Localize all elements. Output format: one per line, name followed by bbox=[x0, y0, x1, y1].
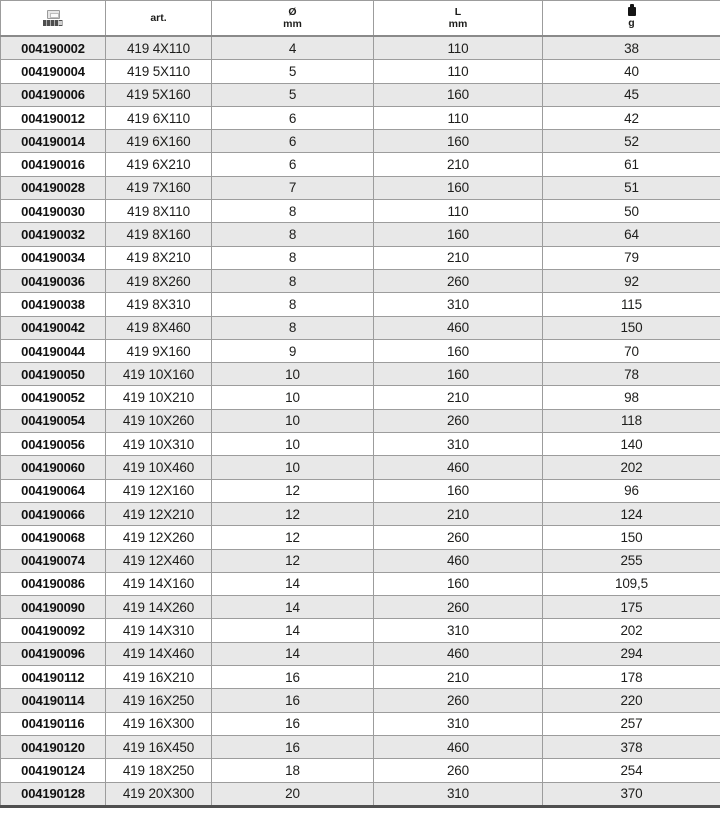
cell-art: 419 20X300 bbox=[106, 782, 212, 806]
cell-length: 160 bbox=[374, 572, 543, 595]
cell-art: 419 16X300 bbox=[106, 712, 212, 735]
cell-length: 260 bbox=[374, 596, 543, 619]
cell-art: 419 6X160 bbox=[106, 130, 212, 153]
cell-diameter: 20 bbox=[212, 782, 374, 806]
header-weight bbox=[543, 1, 720, 37]
cell-art: 419 5X160 bbox=[106, 83, 212, 106]
cell-code: 004190030 bbox=[1, 200, 106, 223]
cell-weight: 115 bbox=[543, 293, 720, 316]
cell-length: 260 bbox=[374, 526, 543, 549]
cell-code: 004190038 bbox=[1, 293, 106, 316]
diameter-symbol: Ø bbox=[288, 6, 297, 18]
cell-art: 419 8X460 bbox=[106, 316, 212, 339]
barcode-icon bbox=[42, 10, 64, 26]
cell-diameter: 12 bbox=[212, 502, 374, 525]
cell-diameter: 14 bbox=[212, 642, 374, 665]
cell-art: 419 12X460 bbox=[106, 549, 212, 572]
cell-code: 004190050 bbox=[1, 363, 106, 386]
cell-diameter: 5 bbox=[212, 60, 374, 83]
cell-length: 110 bbox=[374, 36, 543, 60]
table-body bbox=[1, 36, 720, 806]
cell-diameter: 8 bbox=[212, 269, 374, 292]
cell-code: 004190090 bbox=[1, 596, 106, 619]
cell-weight: 61 bbox=[543, 153, 720, 176]
cell-weight: 118 bbox=[543, 409, 720, 432]
cell-diameter: 14 bbox=[212, 596, 374, 619]
table-row bbox=[1, 409, 720, 432]
cell-length: 310 bbox=[374, 782, 543, 806]
cell-length: 160 bbox=[374, 83, 543, 106]
cell-diameter: 14 bbox=[212, 572, 374, 595]
cell-weight: 98 bbox=[543, 386, 720, 409]
table-row bbox=[1, 433, 720, 456]
cell-diameter: 5 bbox=[212, 83, 374, 106]
table-row bbox=[1, 339, 720, 362]
table-row bbox=[1, 619, 720, 642]
cell-code: 004190124 bbox=[1, 759, 106, 782]
cell-code: 004190120 bbox=[1, 735, 106, 758]
cell-diameter: 10 bbox=[212, 363, 374, 386]
cell-art: 419 14X310 bbox=[106, 619, 212, 642]
cell-art: 419 8X110 bbox=[106, 200, 212, 223]
cell-weight: 50 bbox=[543, 200, 720, 223]
cell-code: 004190064 bbox=[1, 479, 106, 502]
cell-length: 310 bbox=[374, 433, 543, 456]
table-row bbox=[1, 502, 720, 525]
cell-code: 004190052 bbox=[1, 386, 106, 409]
table-row bbox=[1, 712, 720, 735]
cell-art: 419 8X210 bbox=[106, 246, 212, 269]
cell-weight: 38 bbox=[543, 36, 720, 60]
table-row bbox=[1, 176, 720, 199]
cell-art: 419 14X260 bbox=[106, 596, 212, 619]
cell-weight: 202 bbox=[543, 619, 720, 642]
cell-length: 210 bbox=[374, 153, 543, 176]
header-row bbox=[1, 1, 720, 37]
table-row bbox=[1, 386, 720, 409]
cell-length: 310 bbox=[374, 619, 543, 642]
cell-diameter: 7 bbox=[212, 176, 374, 199]
cell-diameter: 6 bbox=[212, 153, 374, 176]
cell-art: 419 8X160 bbox=[106, 223, 212, 246]
cell-code: 004190060 bbox=[1, 456, 106, 479]
cell-code: 004190054 bbox=[1, 409, 106, 432]
cell-art: 419 4X110 bbox=[106, 36, 212, 60]
weight-unit: g bbox=[628, 17, 635, 29]
table-row bbox=[1, 83, 720, 106]
cell-diameter: 8 bbox=[212, 316, 374, 339]
cell-code: 004190016 bbox=[1, 153, 106, 176]
cell-length: 260 bbox=[374, 269, 543, 292]
cell-code: 004190002 bbox=[1, 36, 106, 60]
cell-weight: 202 bbox=[543, 456, 720, 479]
table-row bbox=[1, 526, 720, 549]
table-row bbox=[1, 689, 720, 712]
cell-code: 004190036 bbox=[1, 269, 106, 292]
cell-weight: 294 bbox=[543, 642, 720, 665]
cell-code: 004190096 bbox=[1, 642, 106, 665]
cell-code: 004190012 bbox=[1, 106, 106, 129]
cell-length: 110 bbox=[374, 200, 543, 223]
cell-diameter: 6 bbox=[212, 106, 374, 129]
cell-code: 004190056 bbox=[1, 433, 106, 456]
cell-diameter: 8 bbox=[212, 223, 374, 246]
cell-diameter: 18 bbox=[212, 759, 374, 782]
cell-weight: 70 bbox=[543, 339, 720, 362]
cell-length: 110 bbox=[374, 106, 543, 129]
cell-art: 419 8X260 bbox=[106, 269, 212, 292]
cell-diameter: 9 bbox=[212, 339, 374, 362]
cell-diameter: 8 bbox=[212, 200, 374, 223]
table-row bbox=[1, 246, 720, 269]
cell-art: 419 16X450 bbox=[106, 735, 212, 758]
cell-art: 419 10X460 bbox=[106, 456, 212, 479]
cell-art: 419 14X160 bbox=[106, 572, 212, 595]
cell-art: 419 16X210 bbox=[106, 666, 212, 689]
header-code bbox=[1, 1, 106, 37]
cell-weight: 42 bbox=[543, 106, 720, 129]
table-row bbox=[1, 759, 720, 782]
cell-art: 419 10X160 bbox=[106, 363, 212, 386]
cell-length: 210 bbox=[374, 502, 543, 525]
length-symbol: L bbox=[454, 6, 462, 18]
cell-weight: 45 bbox=[543, 83, 720, 106]
cell-length: 460 bbox=[374, 549, 543, 572]
cell-diameter: 16 bbox=[212, 735, 374, 758]
cell-art: 419 12X210 bbox=[106, 502, 212, 525]
cell-length: 160 bbox=[374, 130, 543, 153]
table-row bbox=[1, 36, 720, 60]
cell-weight: 370 bbox=[543, 782, 720, 806]
header-art-label: art. bbox=[150, 12, 167, 24]
cell-diameter: 16 bbox=[212, 666, 374, 689]
cell-weight: 254 bbox=[543, 759, 720, 782]
table-header bbox=[1, 1, 720, 37]
table-row bbox=[1, 642, 720, 665]
cell-length: 160 bbox=[374, 176, 543, 199]
cell-code: 004190066 bbox=[1, 502, 106, 525]
cell-art: 419 14X460 bbox=[106, 642, 212, 665]
table-row bbox=[1, 456, 720, 479]
weight-icon bbox=[628, 7, 636, 16]
cell-code: 004190014 bbox=[1, 130, 106, 153]
cell-weight: 92 bbox=[543, 269, 720, 292]
cell-diameter: 6 bbox=[212, 130, 374, 153]
cell-diameter: 14 bbox=[212, 619, 374, 642]
cell-weight: 51 bbox=[543, 176, 720, 199]
table-row bbox=[1, 666, 720, 689]
cell-diameter: 16 bbox=[212, 712, 374, 735]
cell-code: 004190128 bbox=[1, 782, 106, 806]
cell-art: 419 7X160 bbox=[106, 176, 212, 199]
cell-art: 419 5X110 bbox=[106, 60, 212, 83]
cell-length: 460 bbox=[374, 316, 543, 339]
diameter-unit: mm bbox=[283, 18, 302, 30]
cell-code: 004190004 bbox=[1, 60, 106, 83]
cell-code: 004190116 bbox=[1, 712, 106, 735]
cell-length: 160 bbox=[374, 223, 543, 246]
table-row bbox=[1, 60, 720, 83]
cell-length: 310 bbox=[374, 293, 543, 316]
table-row bbox=[1, 223, 720, 246]
table-row bbox=[1, 596, 720, 619]
table-row bbox=[1, 363, 720, 386]
cell-art: 419 10X260 bbox=[106, 409, 212, 432]
header-art bbox=[106, 1, 212, 37]
cell-weight: 96 bbox=[543, 479, 720, 502]
cell-length: 160 bbox=[374, 479, 543, 502]
cell-art: 419 12X260 bbox=[106, 526, 212, 549]
cell-weight: 40 bbox=[543, 60, 720, 83]
cell-length: 460 bbox=[374, 456, 543, 479]
cell-code: 004190006 bbox=[1, 83, 106, 106]
cell-art: 419 10X210 bbox=[106, 386, 212, 409]
cell-diameter: 16 bbox=[212, 689, 374, 712]
cell-weight: 124 bbox=[543, 502, 720, 525]
cell-code: 004190112 bbox=[1, 666, 106, 689]
cell-code: 004190092 bbox=[1, 619, 106, 642]
cell-length: 210 bbox=[374, 246, 543, 269]
cell-art: 419 6X210 bbox=[106, 153, 212, 176]
cell-weight: 150 bbox=[543, 316, 720, 339]
cell-weight: 79 bbox=[543, 246, 720, 269]
cell-weight: 140 bbox=[543, 433, 720, 456]
cell-weight: 109,5 bbox=[543, 572, 720, 595]
header-length bbox=[374, 1, 543, 37]
cell-length: 310 bbox=[374, 712, 543, 735]
cell-code: 004190042 bbox=[1, 316, 106, 339]
cell-length: 260 bbox=[374, 409, 543, 432]
table-row bbox=[1, 572, 720, 595]
cell-diameter: 10 bbox=[212, 433, 374, 456]
cell-art: 419 12X160 bbox=[106, 479, 212, 502]
table-row bbox=[1, 200, 720, 223]
cell-diameter: 10 bbox=[212, 386, 374, 409]
table-row bbox=[1, 479, 720, 502]
cell-length: 160 bbox=[374, 339, 543, 362]
cell-length: 210 bbox=[374, 386, 543, 409]
cell-weight: 175 bbox=[543, 596, 720, 619]
cell-length: 160 bbox=[374, 363, 543, 386]
cell-weight: 150 bbox=[543, 526, 720, 549]
cell-diameter: 10 bbox=[212, 456, 374, 479]
cell-weight: 220 bbox=[543, 689, 720, 712]
cell-length: 260 bbox=[374, 759, 543, 782]
cell-art: 419 8X310 bbox=[106, 293, 212, 316]
cell-code: 004190044 bbox=[1, 339, 106, 362]
table-row bbox=[1, 130, 720, 153]
table-row bbox=[1, 316, 720, 339]
cell-code: 004190068 bbox=[1, 526, 106, 549]
cell-diameter: 8 bbox=[212, 293, 374, 316]
cell-code: 004190034 bbox=[1, 246, 106, 269]
cell-weight: 255 bbox=[543, 549, 720, 572]
table-row bbox=[1, 269, 720, 292]
table-row bbox=[1, 782, 720, 806]
cell-length: 460 bbox=[374, 735, 543, 758]
table-row bbox=[1, 106, 720, 129]
cell-art: 419 6X110 bbox=[106, 106, 212, 129]
cell-diameter: 10 bbox=[212, 409, 374, 432]
cell-length: 110 bbox=[374, 60, 543, 83]
cell-weight: 257 bbox=[543, 712, 720, 735]
cell-weight: 64 bbox=[543, 223, 720, 246]
cell-code: 004190086 bbox=[1, 572, 106, 595]
cell-diameter: 8 bbox=[212, 246, 374, 269]
cell-code: 004190032 bbox=[1, 223, 106, 246]
cell-length: 210 bbox=[374, 666, 543, 689]
cell-art: 419 10X310 bbox=[106, 433, 212, 456]
table-row bbox=[1, 153, 720, 176]
cell-diameter: 12 bbox=[212, 549, 374, 572]
table-row bbox=[1, 549, 720, 572]
length-unit: mm bbox=[448, 18, 468, 30]
cell-diameter: 4 bbox=[212, 36, 374, 60]
header-diameter bbox=[212, 1, 374, 37]
cell-art: 419 18X250 bbox=[106, 759, 212, 782]
cell-length: 460 bbox=[374, 642, 543, 665]
cell-diameter: 12 bbox=[212, 526, 374, 549]
table-row bbox=[1, 735, 720, 758]
cell-code: 004190114 bbox=[1, 689, 106, 712]
cell-length: 260 bbox=[374, 689, 543, 712]
cell-weight: 52 bbox=[543, 130, 720, 153]
cell-code: 004190074 bbox=[1, 549, 106, 572]
cell-diameter: 12 bbox=[212, 479, 374, 502]
cell-weight: 378 bbox=[543, 735, 720, 758]
cell-art: 419 9X160 bbox=[106, 339, 212, 362]
cell-weight: 78 bbox=[543, 363, 720, 386]
cell-weight: 178 bbox=[543, 666, 720, 689]
table-row bbox=[1, 293, 720, 316]
cell-art: 419 16X250 bbox=[106, 689, 212, 712]
cell-code: 004190028 bbox=[1, 176, 106, 199]
